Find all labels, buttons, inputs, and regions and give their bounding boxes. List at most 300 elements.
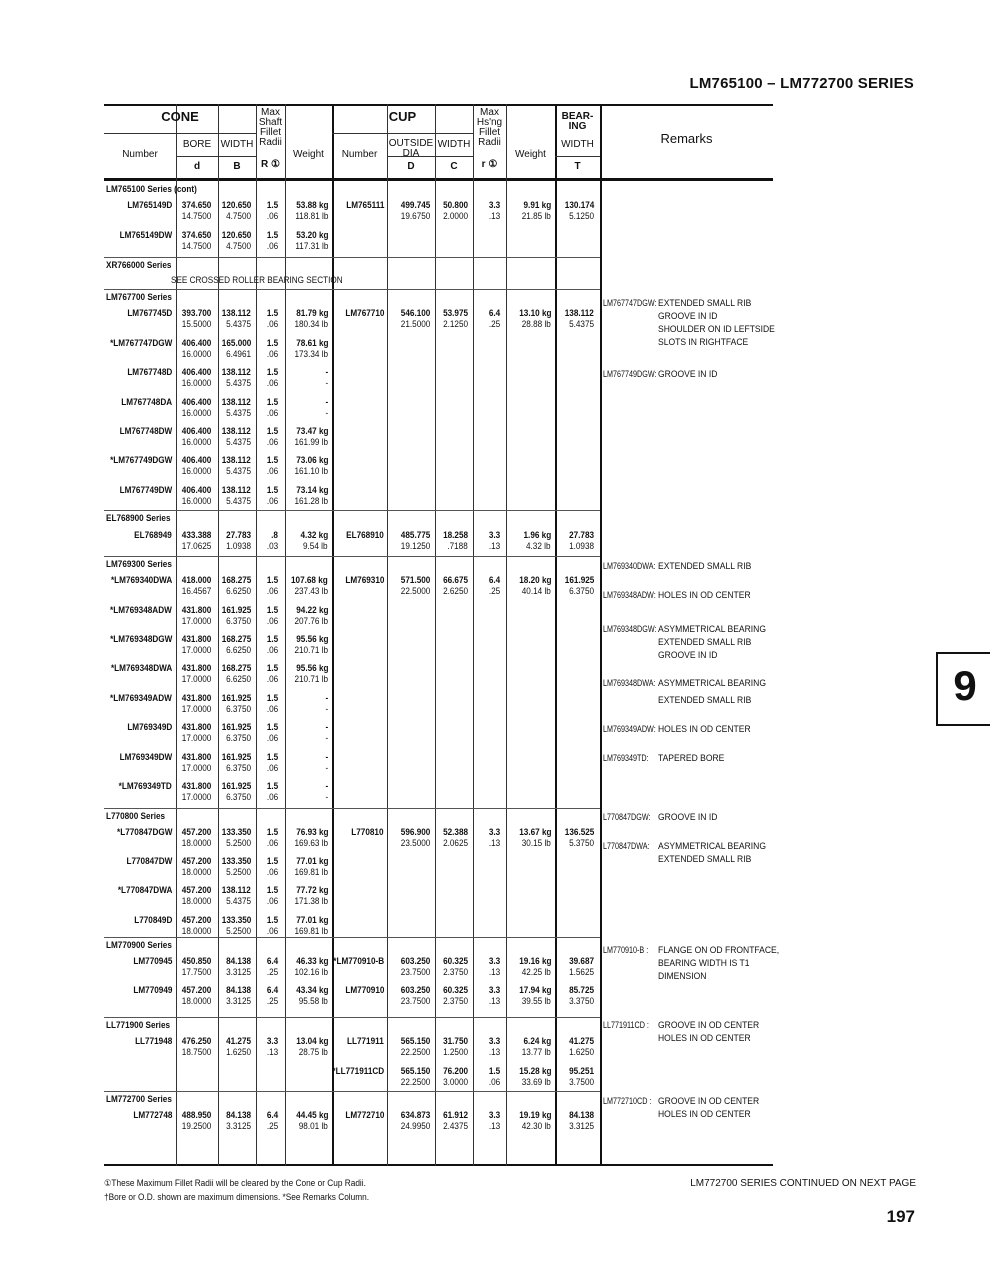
cup-od-metric: 596.900 [400, 827, 430, 838]
cone-width-imperial: 5.2500 [226, 926, 251, 937]
cup-cw-metric: 61.912 [443, 1110, 468, 1121]
cone-bore-metric: 418.000 [181, 575, 211, 586]
series-title: LM770900 Series [106, 940, 172, 951]
cone-wt-imperial: 210.71 lb [294, 645, 328, 656]
cone-number: *L770847DWA [117, 885, 172, 896]
cup-T-metric: 39.687 [569, 956, 594, 967]
remark-text: EXTENDED SMALL RIB [658, 561, 752, 572]
cup-cw-imperial: 2.6250 [443, 586, 468, 597]
cone-width-metric: 138.112 [221, 397, 251, 408]
cone-R-imperial: .06 [266, 437, 278, 448]
cone-bore-imperial: 18.7500 [181, 1047, 211, 1058]
symbol-d: d [193, 161, 201, 172]
cone-bore-metric: 431.800 [181, 663, 211, 674]
cone-width-metric: 138.112 [221, 426, 251, 437]
bearing-width-header: WIDTH [561, 139, 594, 150]
cup-weight-header: Weight [515, 149, 546, 160]
remark-text: HOLES IN OD CENTER [658, 1109, 751, 1120]
cup-T-imperial: 5.4375 [569, 319, 594, 330]
series-title: XR766000 Series [106, 260, 172, 271]
cone-bore-metric: 457.200 [181, 856, 211, 867]
cup-od-imperial: 23.7500 [400, 967, 430, 978]
cup-cw-imperial: .7188 [447, 541, 468, 552]
cone-R-metric: 3.3 [266, 1036, 278, 1047]
cone-wt-metric: 4.32 kg [300, 530, 328, 541]
cup-number: *LM770910-B [333, 956, 384, 967]
cone-width-imperial: 6.3750 [226, 763, 251, 774]
cone-R-imperial: .06 [266, 733, 278, 744]
cup-T-metric: 95.251 [569, 1066, 594, 1077]
cone-number: *LM769349TD [118, 781, 172, 792]
cone-width-metric: 84.138 [226, 956, 251, 967]
cone-R-imperial: .25 [266, 1121, 278, 1132]
cup-r-metric: 3.3 [488, 1110, 500, 1121]
cone-wt-imperial: 161.10 lb [294, 466, 328, 477]
cone-bore-imperial: 18.0000 [181, 867, 211, 878]
cone-width-metric: 168.275 [221, 663, 251, 674]
cone-width-metric: 138.112 [221, 455, 251, 466]
cone-wt-imperial: - [325, 763, 328, 774]
cup-number-header: Number [341, 149, 378, 160]
cone-bore-imperial: 18.0000 [181, 896, 211, 907]
cone-bore-metric: 374.650 [181, 230, 211, 241]
cone-width-metric: 120.650 [221, 200, 251, 211]
cone-R-metric: 1.5 [266, 885, 278, 896]
cone-wt-imperial: - [325, 408, 328, 419]
remark-text: EXTENDED SMALL RIB [658, 854, 752, 865]
cone-bore-imperial: 19.2500 [181, 1121, 211, 1132]
cup-od-imperial: 19.1250 [400, 541, 430, 552]
cup-od-metric: 634.873 [400, 1110, 430, 1121]
cone-bore-metric: 406.400 [181, 397, 211, 408]
cone-bore-metric: 488.950 [181, 1110, 211, 1121]
cup-header: CUP [388, 109, 417, 124]
cone-width-imperial: 5.2500 [226, 838, 251, 849]
cone-wt-metric: 76.93 kg [295, 827, 328, 838]
symbol-C: C [450, 161, 458, 172]
cup-r-metric: 3.3 [488, 985, 500, 996]
remark-text: BEARING WIDTH IS T1 [658, 958, 750, 969]
cup-number: LL771911 [347, 1036, 384, 1047]
cone-wt-metric: - [325, 781, 328, 792]
cup-od-metric: 485.775 [400, 530, 430, 541]
cone-bore-metric: 406.400 [181, 367, 211, 378]
remark-key: LM769348DGW: [603, 624, 657, 634]
cone-width-imperial: 1.0938 [226, 541, 251, 552]
cup-cw-imperial: 2.3750 [443, 967, 468, 978]
cone-wt-imperial: 161.99 lb [294, 437, 328, 448]
cone-bore-metric: 431.800 [181, 781, 211, 792]
cone-bore-imperial: 16.0000 [181, 408, 211, 419]
cup-number: LM765111 [345, 200, 384, 211]
remark-text: GROOVE IN OD CENTER [658, 1096, 760, 1107]
cup-cwt-imperial: 4.32 lb [526, 541, 551, 552]
cup-r-imperial: .13 [488, 838, 500, 849]
cone-R-metric: 1.5 [266, 693, 278, 704]
remark-text: ASYMMETRICAL BEARING [658, 841, 767, 852]
cone-wt-imperial: - [325, 704, 328, 715]
cup-T-metric: 130.174 [564, 200, 594, 211]
cone-bore-imperial: 16.4567 [181, 586, 211, 597]
cup-cw-metric: 52.388 [443, 827, 468, 838]
remark-text: GROOVE IN ID [658, 369, 718, 380]
cup-T-imperial: 3.3750 [569, 996, 594, 1007]
cone-width-imperial: 4.7500 [226, 241, 251, 252]
cup-od-metric: 565.150 [400, 1036, 430, 1047]
remark-text: SHOULDER ON ID LEFTSIDE [658, 324, 775, 335]
cup-T-imperial: 5.3750 [569, 838, 594, 849]
cup-cwt-imperial: 30.15 lb [521, 838, 551, 849]
cup-cw-imperial: 2.0000 [443, 211, 468, 222]
cone-bore-metric: 406.400 [181, 455, 211, 466]
cone-bore-imperial: 17.0000 [181, 763, 211, 774]
cup-cw-metric: 31.750 [443, 1036, 468, 1047]
symbol-B: B [233, 161, 241, 172]
cone-bore-metric: 450.850 [181, 956, 211, 967]
cone-width-imperial: 3.3125 [226, 1121, 251, 1132]
cone-bore-metric: 431.800 [181, 634, 211, 645]
cup-cwt-imperial: 39.55 lb [521, 996, 551, 1007]
series-note: SEE CROSSED ROLLER BEARING SECTION [171, 275, 343, 286]
cup-cwt-metric: 9.91 kg [523, 200, 551, 211]
cone-wt-metric: - [325, 367, 328, 378]
cup-number: EL768910 [346, 530, 384, 541]
cup-cwt-metric: 17.94 kg [518, 985, 551, 996]
cup-od-imperial: 24.9950 [400, 1121, 430, 1132]
cone-number: LM769349DW [119, 752, 172, 763]
cone-R-metric: 1.5 [266, 663, 278, 674]
cone-wt-metric: 77.72 kg [295, 885, 328, 896]
cone-R-imperial: .06 [266, 704, 278, 715]
remark-key: LM772710CD : [603, 1096, 652, 1106]
cone-bore-metric: 431.800 [181, 752, 211, 763]
cone-R-imperial: .06 [266, 319, 278, 330]
page-number: 197 [886, 1207, 915, 1226]
cup-cwt-imperial: 33.69 lb [521, 1077, 551, 1088]
bore-header: BORE [182, 139, 212, 150]
cone-wt-imperial: 117.31 lb [294, 241, 328, 252]
cone-R-metric: 1.5 [266, 308, 278, 319]
cone-width-imperial: 5.4375 [226, 466, 251, 477]
cone-bore-imperial: 16.0000 [181, 349, 211, 360]
cone-wt-metric: 46.33 kg [295, 956, 328, 967]
max-hsng-header: Max Hs'ng Fillet Radii [476, 107, 503, 148]
cup-cw-metric: 76.200 [443, 1066, 468, 1077]
cone-width-imperial: 6.4961 [226, 349, 251, 360]
cone-R-metric: 1.5 [266, 752, 278, 763]
cone-R-metric: 1.5 [266, 397, 278, 408]
cone-wt-metric: 94.22 kg [295, 605, 328, 616]
cup-cwt-metric: 18.20 kg [518, 575, 551, 586]
cone-R-metric: 1.5 [266, 915, 278, 926]
cone-bore-metric: 476.250 [181, 1036, 211, 1047]
cone-bore-imperial: 17.0000 [181, 792, 211, 803]
cone-bore-metric: 433.388 [181, 530, 211, 541]
cone-R-imperial: .25 [266, 967, 278, 978]
cone-bore-imperial: 17.0000 [181, 733, 211, 744]
cone-bore-metric: 406.400 [181, 426, 211, 437]
cone-bore-metric: 431.800 [181, 693, 211, 704]
cup-T-metric: 161.925 [564, 575, 594, 586]
cone-bore-metric: 431.800 [181, 605, 211, 616]
cone-R-metric: 1.5 [266, 827, 278, 838]
cone-number: LM770945 [132, 956, 172, 967]
remark-text: HOLES IN OD CENTER [658, 1033, 751, 1044]
cone-R-imperial: .06 [266, 792, 278, 803]
remark-key: L770847DGW: [603, 812, 651, 822]
cone-wt-metric: 95.56 kg [295, 634, 328, 645]
cone-width-metric: 84.138 [226, 985, 251, 996]
cone-R-imperial: .03 [266, 541, 278, 552]
cone-number: LM767748D [127, 367, 172, 378]
cone-R-metric: 1.5 [266, 485, 278, 496]
cone-width-metric: 138.112 [221, 485, 251, 496]
cone-width-metric: 161.925 [221, 722, 251, 733]
cone-R-metric: 6.4 [266, 1110, 278, 1121]
cup-cwt-imperial: 40.14 lb [521, 586, 551, 597]
cone-bore-metric: 393.700 [181, 308, 211, 319]
cone-wt-metric: 13.04 kg [295, 1036, 328, 1047]
cone-wt-imperial: 9.54 lb [303, 541, 328, 552]
cone-width-imperial: 6.3750 [226, 616, 251, 627]
cone-wt-imperial: - [325, 378, 328, 389]
cone-R-metric: 6.4 [266, 985, 278, 996]
cup-number: LM772710 [344, 1110, 384, 1121]
remark-key: LM770910-B : [603, 945, 649, 955]
remark-text: HOLES IN OD CENTER [658, 724, 751, 735]
cone-number: *LM769348DWA [110, 663, 172, 674]
cone-wt-imperial: - [325, 733, 328, 744]
cone-R-imperial: .13 [266, 1047, 278, 1058]
cup-od-metric: 565.150 [400, 1066, 430, 1077]
cone-width-metric: 133.350 [221, 856, 251, 867]
max-shaft-header: Max Shaft Fillet Radii [258, 107, 283, 148]
cup-cw-imperial: 3.0000 [443, 1077, 468, 1088]
cone-bore-metric: 457.200 [181, 985, 211, 996]
cone-R-metric: 1.5 [266, 338, 278, 349]
cone-R-metric: 1.5 [266, 634, 278, 645]
cone-number: *LM769348DGW [109, 634, 172, 645]
cone-wt-metric: 81.79 kg [295, 308, 328, 319]
cone-header: CONE [161, 109, 199, 124]
cone-R-metric: 1.5 [266, 367, 278, 378]
cone-wt-imperial: 95.58 lb [298, 996, 328, 1007]
cone-width-metric: 133.350 [221, 915, 251, 926]
cone-number: *LM769349ADW [110, 693, 172, 704]
cup-cwt-metric: 1.96 kg [523, 530, 551, 541]
cone-R-imperial: .06 [266, 838, 278, 849]
series-title: LM767700 Series [106, 292, 172, 303]
cone-wt-imperial: 169.81 lb [294, 867, 328, 878]
cone-R-imperial: .06 [266, 763, 278, 774]
remark-text: GROOVE IN OD CENTER [658, 1020, 760, 1031]
cone-width-metric: 41.275 [226, 1036, 251, 1047]
cup-cwt-metric: 19.19 kg [518, 1110, 551, 1121]
cup-T-metric: 41.275 [569, 1036, 594, 1047]
cup-cw-imperial: 1.2500 [443, 1047, 468, 1058]
remark-text: ASYMMETRICAL BEARING [658, 678, 767, 689]
cup-od-metric: 546.100 [400, 308, 430, 319]
remark-text: FLANGE ON OD FRONTFACE, [658, 945, 780, 956]
remark-text: EXTENDED SMALL RIB [658, 695, 752, 706]
cone-wt-imperial: 98.01 lb [298, 1121, 328, 1132]
remark-key: LM769349ADW: [603, 724, 656, 734]
cone-R-imperial: .06 [266, 466, 278, 477]
cone-wt-imperial: 180.34 lb [294, 319, 328, 330]
cone-number: LM772748 [132, 1110, 172, 1121]
cone-wt-metric: 73.47 kg [295, 426, 328, 437]
remark-text: GROOVE IN ID [658, 812, 718, 823]
remark-text: SLOTS IN RIGHTFACE [658, 337, 749, 348]
cup-T-metric: 136.525 [564, 827, 594, 838]
cone-number: *LM767747DGW [109, 338, 172, 349]
remark-key: LM769349TD: [603, 753, 649, 763]
cone-R-imperial: .06 [266, 645, 278, 656]
cone-R-metric: 1.5 [266, 856, 278, 867]
cone-bore-imperial: 17.0625 [181, 541, 211, 552]
cone-number: L770849D [133, 915, 172, 926]
cone-R-metric: 1.5 [266, 455, 278, 466]
cone-wt-imperial: 173.34 lb [294, 349, 328, 360]
cone-R-metric: 1.5 [266, 230, 278, 241]
cone-bore-metric: 457.200 [181, 885, 211, 896]
remark-key: LM769340DWA: [603, 561, 656, 571]
cone-bore-imperial: 15.5000 [181, 319, 211, 330]
cup-cwt-metric: 13.10 kg [518, 308, 551, 319]
cup-cwt-imperial: 42.25 lb [521, 967, 551, 978]
cone-bore-imperial: 18.0000 [181, 838, 211, 849]
cone-width-imperial: 5.4375 [226, 408, 251, 419]
remark-key: LM769348DWA: [603, 678, 656, 688]
cone-wt-metric: - [325, 722, 328, 733]
cone-bore-metric: 431.800 [181, 722, 211, 733]
cone-width-imperial: 6.3750 [226, 733, 251, 744]
cup-cw-metric: 60.325 [443, 956, 468, 967]
cone-wt-metric: 53.88 kg [295, 200, 328, 211]
cup-r-imperial: .25 [488, 586, 500, 597]
cup-cw-metric: 60.325 [443, 985, 468, 996]
cone-wt-imperial: 118.81 lb [294, 211, 328, 222]
cone-number-header: Number [122, 149, 158, 160]
outside-dia-header: OUTSIDE DIA [388, 138, 434, 159]
cone-number: LM770949 [132, 985, 172, 996]
cone-wt-metric: - [325, 693, 328, 704]
cone-width-metric: 168.275 [221, 575, 251, 586]
symbol-D: D [407, 161, 415, 172]
cup-r-imperial: .13 [488, 1121, 500, 1132]
series-title: LM765100 Series (cont) [106, 184, 197, 195]
remark-text: EXTENDED SMALL RIB [658, 637, 752, 648]
cone-width-metric: 138.112 [221, 367, 251, 378]
cup-cw-metric: 53.975 [443, 308, 468, 319]
cone-wt-metric: 73.14 kg [295, 485, 328, 496]
remark-key: LM769348ADW: [603, 590, 656, 600]
cup-od-imperial: 19.6750 [400, 211, 430, 222]
cone-R-imperial: .06 [266, 349, 278, 360]
cone-wt-metric: 77.01 kg [295, 915, 328, 926]
cone-R-imperial: .06 [266, 378, 278, 389]
cup-r-metric: 1.5 [488, 1066, 500, 1077]
cup-number: *LL771911CD [332, 1066, 384, 1077]
cone-number: LM767748DW [119, 426, 172, 437]
cone-number: LM765149D [127, 200, 172, 211]
cone-width-metric: 138.112 [221, 885, 251, 896]
cone-width-imperial: 5.2500 [226, 867, 251, 878]
bearing-table [104, 104, 780, 1166]
cup-od-imperial: 22.2500 [400, 1047, 430, 1058]
cone-wt-metric: 77.01 kg [295, 856, 328, 867]
cup-cwt-metric: 6.24 kg [523, 1036, 551, 1047]
cup-cw-imperial: 2.0625 [443, 838, 468, 849]
cone-width-metric: 161.925 [221, 781, 251, 792]
cone-width-metric: 161.925 [221, 752, 251, 763]
cone-R-metric: .8 [271, 530, 278, 541]
cone-bore-imperial: 18.0000 [181, 926, 211, 937]
cone-wt-metric: 73.06 kg [295, 455, 328, 466]
cone-R-imperial: .06 [266, 867, 278, 878]
cone-bore-imperial: 14.7500 [181, 241, 211, 252]
cone-number: *LM769340DWA [110, 575, 172, 586]
cone-bore-imperial: 17.0000 [181, 616, 211, 627]
cup-cwt-metric: 19.16 kg [518, 956, 551, 967]
symbol-R: R ① [261, 159, 280, 170]
cone-number: LM765149DW [119, 230, 172, 241]
cone-R-metric: 1.5 [266, 722, 278, 733]
cone-number: LM767745D [127, 308, 172, 319]
cup-cw-imperial: 2.3750 [443, 996, 468, 1007]
cone-R-imperial: .06 [266, 616, 278, 627]
remark-text: EXTENDED SMALL RIB [658, 298, 752, 309]
cone-number: LM767748DA [121, 397, 172, 408]
cone-bore-imperial: 18.0000 [181, 996, 211, 1007]
cone-R-metric: 6.4 [266, 956, 278, 967]
cup-T-metric: 84.138 [569, 1110, 594, 1121]
cone-wt-imperial: 169.63 lb [294, 838, 328, 849]
cone-wt-imperial: 102.16 lb [294, 967, 328, 978]
cone-wt-imperial: 169.81 lb [294, 926, 328, 937]
cone-bore-imperial: 17.0000 [181, 704, 211, 715]
cup-T-metric: 27.783 [569, 530, 594, 541]
cone-width-metric: 168.275 [221, 634, 251, 645]
remark-text: GROOVE IN ID [658, 311, 718, 322]
cup-number: L770810 [351, 827, 384, 838]
cup-r-imperial: .25 [488, 319, 500, 330]
cone-number: LM769349D [127, 722, 172, 733]
series-title: LM769300 Series [106, 559, 172, 570]
cone-wt-imperial: 171.38 lb [294, 896, 328, 907]
cup-cwt-imperial: 13.77 lb [521, 1047, 551, 1058]
cone-width-metric: 120.650 [221, 230, 251, 241]
cone-bore-imperial: 17.0000 [181, 645, 211, 656]
cone-width-metric: 165.000 [221, 338, 251, 349]
cup-T-imperial: 1.6250 [569, 1047, 594, 1058]
cup-T-metric: 85.725 [569, 985, 594, 996]
cup-r-imperial: .06 [488, 1077, 500, 1088]
cone-width-imperial: 1.6250 [226, 1047, 251, 1058]
cup-T-imperial: 3.7500 [569, 1077, 594, 1088]
cup-od-metric: 499.745 [400, 200, 430, 211]
cone-wt-metric: - [325, 397, 328, 408]
cone-width-imperial: 6.3750 [226, 792, 251, 803]
cone-R-imperial: .06 [266, 211, 278, 222]
remark-key: L770847DWA: [603, 841, 650, 851]
cone-wt-metric: - [325, 752, 328, 763]
cup-cw-metric: 66.675 [443, 575, 468, 586]
cup-T-imperial: 1.5625 [569, 967, 594, 978]
cone-bore-imperial: 17.7500 [181, 967, 211, 978]
remark-text: DIMENSION [658, 971, 707, 982]
cup-r-metric: 3.3 [488, 956, 500, 967]
